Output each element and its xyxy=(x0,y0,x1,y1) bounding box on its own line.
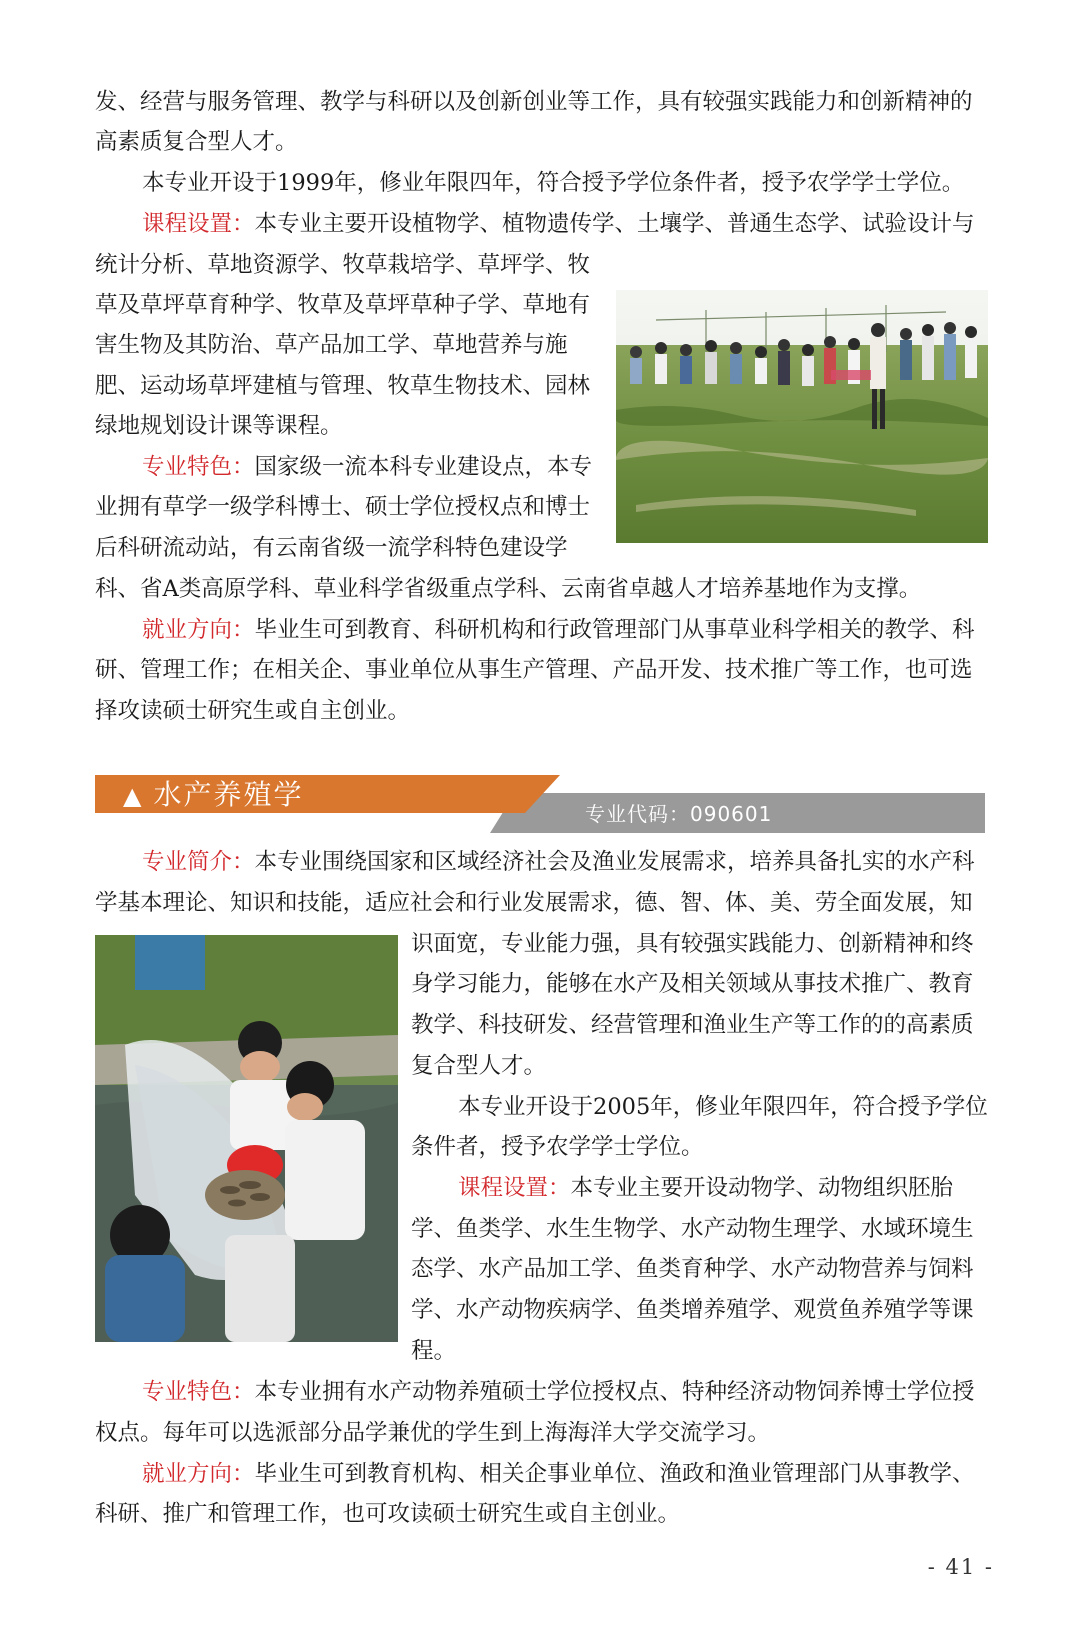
s2-career-line-1 xyxy=(142,1454,975,1494)
s2-intro-label: 专业简介： xyxy=(142,849,255,875)
s2-features-text: 本专业拥有水产动物养殖硕士学位授权点、特种经济动物饲养博士学位授 xyxy=(254,1379,975,1405)
intro-tail-line-2: 高素质复合型人才。 xyxy=(95,129,298,155)
intro-tail-line-1: 发、经营与服务管理、教学与科研以及创新创业等工作，具有较强实践能力和创新精神的 xyxy=(95,89,973,115)
s2-features-line-1 xyxy=(142,1372,975,1412)
banner-title-wrap xyxy=(123,777,523,813)
s2-founded-line-1: 本专业开设于2005年，修业年限四年，符合授予学位 xyxy=(458,1094,988,1120)
features-line-3: 后科研流动站，有云南省级一流学科特色建设学 xyxy=(95,535,568,561)
s2-career-label: 就业方向： xyxy=(142,1461,255,1487)
s2-founded-line-2: 条件者，授予农学学士学位。 xyxy=(411,1134,704,1160)
features-line-4: 科、省A类高原学科、草业科学省级重点学科、云南省卓越人才培养基地作为支撑。 xyxy=(95,576,922,602)
s2-courses-line-3: 态学、水产品加工学、鱼类育种学、水产动物营养与饲料 xyxy=(411,1256,974,1282)
features-label: 专业特色： xyxy=(142,454,255,480)
s2-courses-line-5: 程。 xyxy=(411,1338,457,1364)
career-label: 就业方向： xyxy=(142,617,255,643)
s2-career-line-2: 科研、推广和管理工作，也可攻读硕士研究生或自主创业。 xyxy=(95,1501,681,1527)
s2-intro-line-3: 识面宽，专业能力强，具有较强实践能力、创新精神和终 xyxy=(411,931,974,957)
section-title: 水产养殖学 xyxy=(153,778,304,811)
s2-courses-label: 课程设置： xyxy=(458,1175,571,1201)
courses-line-5: 肥、运动场草坪建植与管理、牧草生物技术、园林 xyxy=(95,373,591,399)
s2-intro-line-1 xyxy=(142,842,975,882)
s2-courses-line-4: 学、水产动物疾病学、鱼类增养殖学、观赏鱼养殖学等课 xyxy=(411,1297,974,1323)
s2-career-text: 毕业生可到教育机构、相关企事业单位、渔政和渔业管理部门从事教学、 xyxy=(254,1461,975,1487)
courses-line-6: 绿地规划设计课等课程。 xyxy=(95,413,343,439)
courses-line-1 xyxy=(142,204,975,244)
s2-intro-line-5: 教学、科技研发、经营管理和渔业生产等工作的的高素质 xyxy=(411,1012,974,1038)
s2-intro-line-2: 学基本理论、知识和技能，适应社会和行业发展需求，德、智、体、美、劳全面发展，知 xyxy=(95,890,973,916)
s2-intro-line-4: 身学习能力，能够在水产及相关领域从事技术推广、教育 xyxy=(411,971,974,997)
features-text: 国家级一流本科专业建设点，本专 xyxy=(254,454,593,480)
career-line-2: 研、管理工作；在相关企、事业单位从事生产管理、产品开发、技术推广等工作，也可选 xyxy=(95,657,973,683)
career-text: 毕业生可到教育、科研机构和行政管理部门从事草业科学相关的教学、科 xyxy=(254,617,975,643)
career-line-3: 择攻读硕士研究生或自主创业。 xyxy=(95,698,411,724)
courses-line-2: 统计分析、草地资源学、牧草栽培学、草坪学、牧 xyxy=(95,252,591,278)
section-banner xyxy=(95,775,985,845)
triangle-icon: ▲ xyxy=(123,782,144,810)
founded-line: 本专业开设于1999年，修业年限四年，符合授予学位条件者，授予农学学士学位。 xyxy=(142,170,965,196)
s2-features-label: 专业特色： xyxy=(142,1379,255,1405)
s2-courses-line-1 xyxy=(458,1168,953,1208)
grassland-group-photo xyxy=(616,290,988,543)
features-line-1 xyxy=(142,447,592,487)
fish-netting-photo xyxy=(95,935,398,1342)
s2-courses-line-2: 学、鱼类学、水生生物学、水产动物生理学、水域环境生 xyxy=(411,1216,974,1242)
s2-intro-line-6: 复合型人才。 xyxy=(411,1053,547,1079)
s2-courses-text: 本专业主要开设动物学、动物组织胚胎 xyxy=(570,1175,954,1201)
courses-label: 课程设置： xyxy=(142,211,255,237)
career-line-1 xyxy=(142,610,975,650)
courses-line-4: 害生物及其防治、草产品加工学、草地营养与施 xyxy=(95,332,568,358)
courses-line-3: 草及草坪草育种学、牧草及草坪草种子学、草地有 xyxy=(95,292,591,318)
s2-features-line-2: 权点。每年可以选派部分品学兼优的学生到上海海洋大学交流学习。 xyxy=(95,1420,771,1446)
major-code: 专业代码：090601 xyxy=(585,802,773,826)
courses-text: 本专业主要开设植物学、植物遗传学、土壤学、普通生态学、试验设计与 xyxy=(254,211,975,237)
s2-intro-text: 本专业围绕国家和区域经济社会及渔业发展需求，培养具备扎实的水产科 xyxy=(254,849,975,875)
features-line-2: 业拥有草学一级学科博士、硕士学位授权点和博士 xyxy=(95,494,591,520)
page-number: - 41 - xyxy=(927,1555,994,1579)
